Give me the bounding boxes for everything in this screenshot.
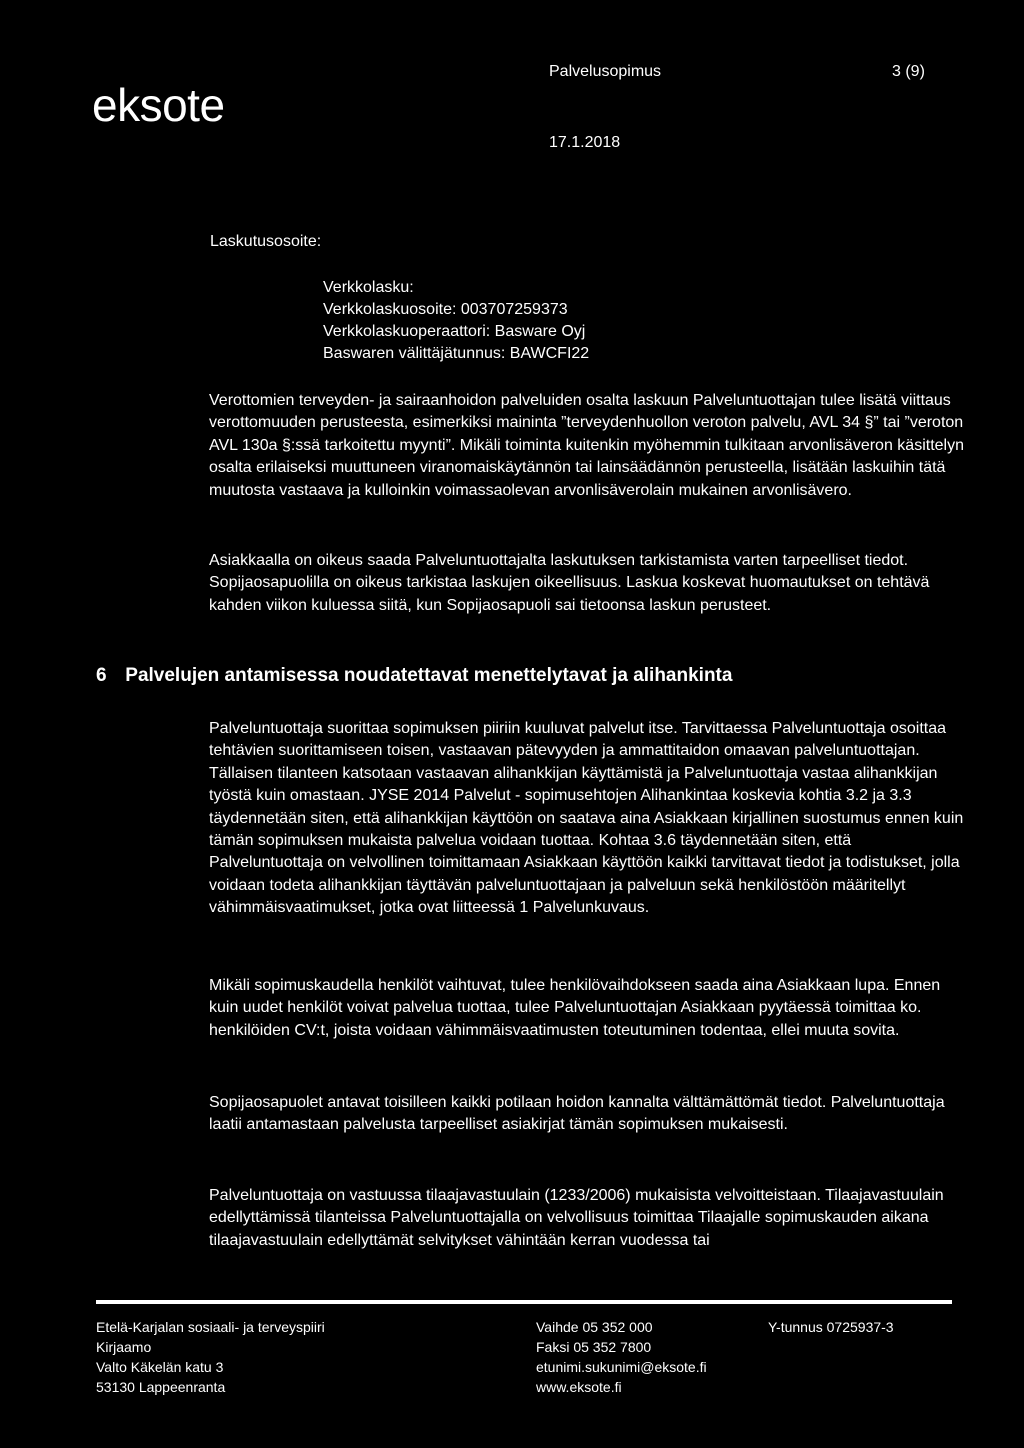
document-date: 17.1.2018 (549, 134, 621, 151)
subcontracting-paragraph: Palveluntuottaja suorittaa sopimuksen piiriin kuuluvat palvelut itse. Tarvittaessa Palveluntuottaja osoittaa tehtävien suorittamiseen toisen, vastaavan pätevyyden ja ammattitaidon omaavan palveluntuottajan. Tällaisen tilanteen katsotaan vastaavan alihankkijan käyttämistä ja Palveluntuottaja vastaa alihankkijan työstä kuin omastaan. JYSE 2014 Palvelut - sopimusehtojen Alihankintaa koskevia kohtia 3.2 ja 3.3 täydennetään siten, että alihankkijan käyttöön on saatava aina Asiakkaan kirjallinen suostumus ennen kuin tämän sopimuksen mukaista palvelua voidaan tuottaa. Kohtaa 3.6 täydennetään siten, että Palveluntuottaja on velvollinen toimittamaan Asiakkaan käyttöön kaikki tarvittavat tiedot ja todistukset, jolla voidaan todeta alihankkijan täyttävän palveluntuottajaan ja palveluun sekä henkilöstöön määritellyt vähimmäisvaatimukset, jotka ovat liitteessä 1 Palvelunkuvaus. (209, 720, 964, 917)
document-title: Palvelusopimus (549, 63, 662, 80)
section-heading (96, 665, 732, 687)
einvoice-operator: Verkkolaskuoperaattori: Basware Oyj (323, 323, 586, 340)
footer-registry: Kirjaamo (96, 1339, 152, 1355)
eksote-logo: eksote (92, 79, 225, 131)
einvoice-address: Verkkolaskuosoite: 003707259373 (323, 301, 568, 318)
contractor-liability-paragraph: Palveluntuottaja on vastuussa tilaajavastuulain (1233/2006) mukaisista velvoitteistaan. Tilaajavastuulain edellyttämissä tilanteissa Palveluntuottajalla on velvollisuus toimittaa Tilaajalle sopimuskauden aikana tilaajavastuulain edellyttämät selvitykset vähintään kerran vuodessa tai (209, 1187, 944, 1249)
footer-business-id: Y-tunnus 0725937-3 (768, 1319, 894, 1335)
footer-switchboard: Vaihde 05 352 000 (536, 1319, 653, 1335)
footer-organization: Etelä-Karjalan sosiaali- ja terveyspiiri (96, 1319, 325, 1335)
personnel-change-paragraph: Mikäli sopimuskaudella henkilöt vaihtuvat, tulee henkilövaihdokseen saada aina Asiakkaan lupa. Ennen kuin uudet henkilöt voivat palvelua tuottaa, tulee Palveluntuottajan Asiakkaan pyytäessä toimittaa ko. henkilöiden CV:t, joista voidaan vähimmäisvaatimusten toteutuminen todentaa, ellei muuta sovita. (209, 977, 941, 1039)
einvoice-line: Verkkolasku: (323, 279, 414, 296)
page-number: 3 (9) (892, 63, 925, 80)
billing-address-label: Laskutusosoite: (210, 233, 322, 250)
footer-address-column (96, 1317, 325, 1397)
footer-postal: 53130 Lappeenranta (96, 1379, 226, 1395)
footer-contact-column (536, 1317, 707, 1397)
footer-divider (96, 1300, 952, 1304)
vat-paragraph: Verottomien terveyden- ja sairaanhoidon palveluiden osalta laskuun Palveluntuottajan tulee lisätä viittaus verottomuuden perusteesta, esimerkiksi maininta ”terveydenhuollon veroton palvelu, AVL 34 §” tai ”veroton AVL 130a §:ssä tarkoitettu myynti”. Mikäli toiminta kuitenkin myöhemmin tulkitaan arvonlisäveron käsittelyn osalta erilaiseksi muuttuneen viranomaiskäytännön tai lainsäädännön perusteella, lisätään laskuihin tätä muutosta vastaava ja kulloinkin voimassaolevan arvonlisäverolain mukainen arvonlisävero. (209, 392, 964, 499)
section-title: Palvelujen antamisessa noudatettavat menettelytavat ja alihankinta (125, 665, 733, 686)
footer-fax: Faksi 05 352 7800 (536, 1339, 652, 1355)
einvoice-broker-id: Baswaren välittäjätunnus: BAWCFI22 (323, 345, 590, 362)
footer-website: www.eksote.fi (536, 1379, 622, 1395)
section-number: 6 (96, 665, 107, 686)
footer-email: etunimi.sukunimi@eksote.fi (536, 1359, 707, 1375)
footer-street: Valto Käkelän katu 3 (96, 1359, 224, 1375)
information-sharing-paragraph: Sopijaosapuolet antavat toisilleen kaikki potilaan hoidon kannalta välttämättömät tiedot. Palveluntuottaja laatii antamastaan palvelusta tarpeelliset asiakirjat tämän sopimuksen mukaisesti. (209, 1094, 945, 1134)
einvoice-details (323, 277, 589, 365)
invoice-check-paragraph: Asiakkaalla on oikeus saada Palveluntuottajalta laskutuksen tarkistamista varten tarpeelliset tiedot. Sopijaosapuolilla on oikeus tarkistaa laskujen oikeellisuus. Laskua koskevat huomautukset on tehtävä kahden viikon kuluessa siitä, kun Sopijaosapuoli sai tietoonsa laskun perusteet. (209, 552, 930, 614)
footer-id-column (768, 1317, 894, 1337)
